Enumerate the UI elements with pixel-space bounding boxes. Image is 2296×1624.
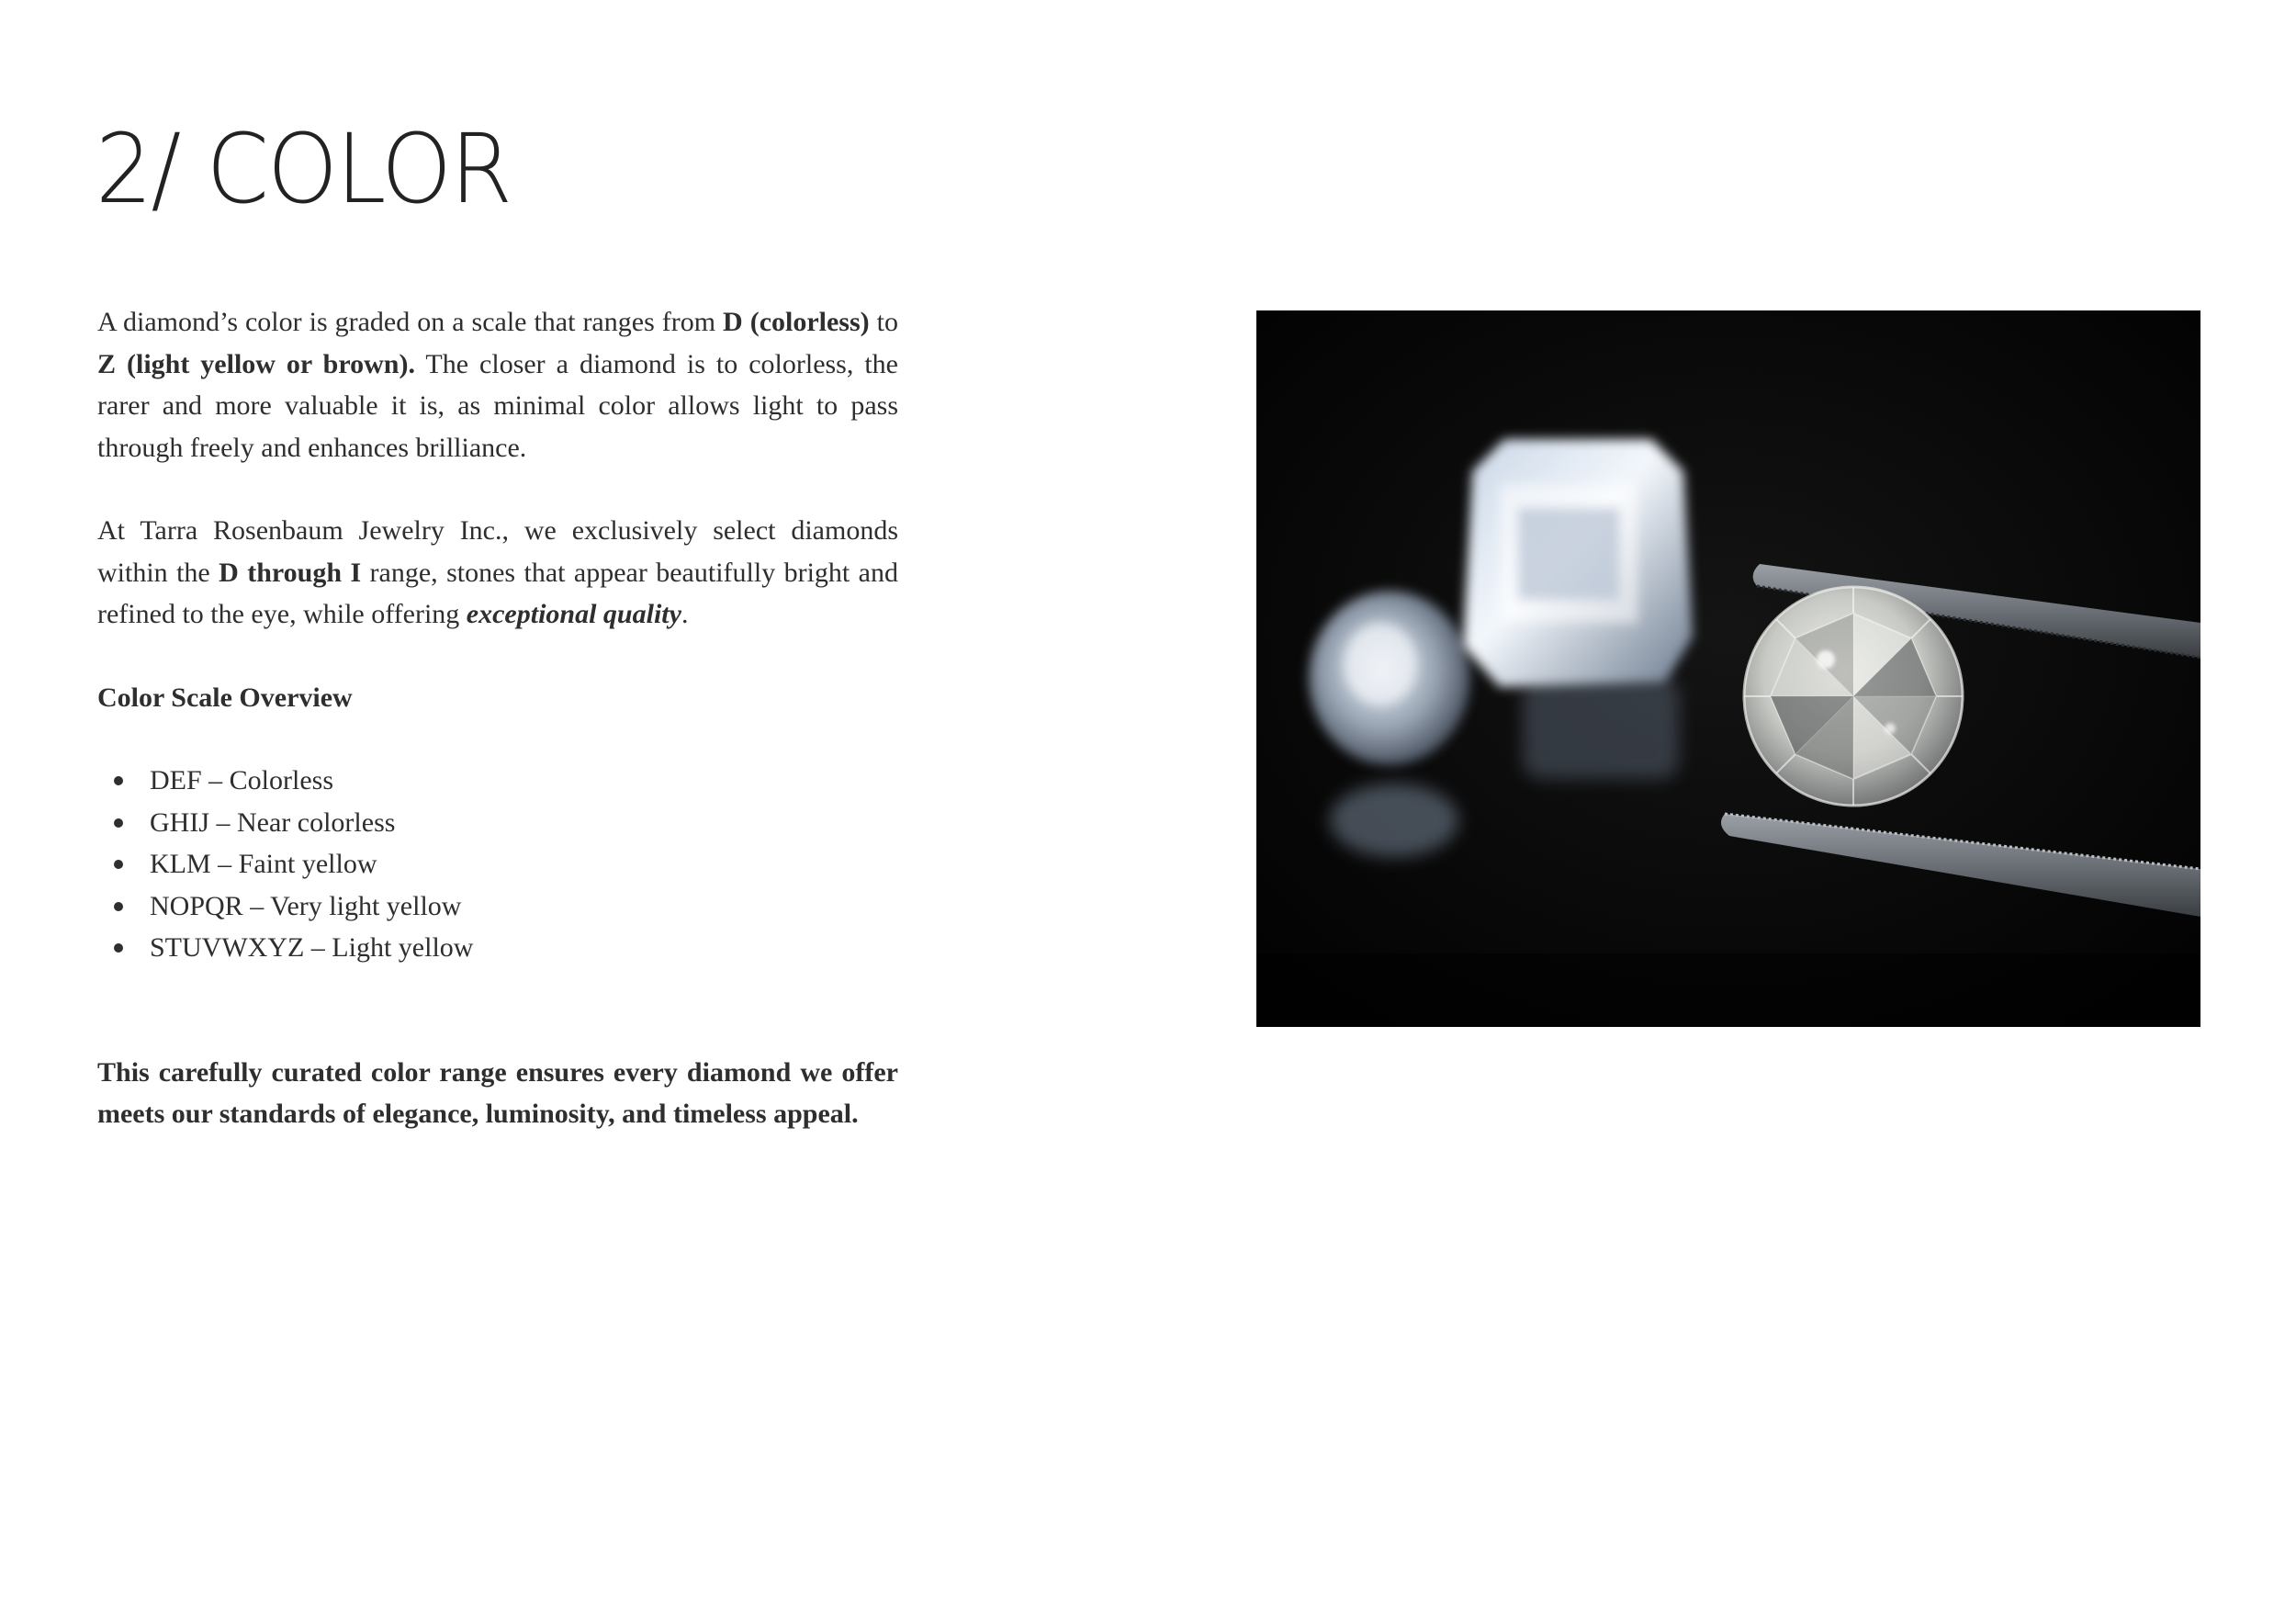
overview-heading: Color Scale Overview (97, 682, 353, 713)
selection-text-3: . (681, 599, 689, 629)
selection-text-1: At Tarra Rosenbaum Jewelry Inc., we exclusively select diamonds within the (97, 515, 898, 588)
color-scale-list (97, 760, 898, 969)
bullet-icon (114, 776, 123, 785)
intro-text-2: to (869, 307, 898, 337)
selection-emphasis: exceptional quality (466, 599, 681, 629)
bullet-icon (114, 902, 123, 911)
intro-bold-d: D (colorless) (723, 307, 870, 337)
intro-text-3: The closer a diamond is to colorless, the rarer and more valuable it is, as minimal color allows light to pass through freely and enhances brilliance. (97, 348, 898, 463)
list-item (97, 843, 898, 885)
text-column (97, 301, 898, 1135)
list-item (97, 802, 898, 844)
selection-bold-range: D through I (219, 557, 362, 588)
list-item-label: KLM – Faint yellow (150, 849, 377, 879)
list-item (97, 760, 898, 802)
list-item-label: GHIJ – Near colorless (150, 806, 396, 838)
diamond-photo (1256, 310, 2200, 1027)
bullet-icon (114, 860, 123, 869)
bullet-icon (114, 818, 123, 828)
diamond-illustration (1256, 310, 2200, 1027)
intro-text-1: A diamond’s color is graded on a scale that ranges from (97, 307, 724, 337)
list-item-label: STUVWXYZ – Light yellow (150, 932, 474, 963)
intro-paragraph (97, 301, 898, 468)
bullet-icon (114, 943, 123, 953)
list-item-label: NOPQR – Very light yellow (150, 890, 462, 921)
selection-text-2: range, stones that appear beautifully bright and refined to the eye, while offering (97, 557, 898, 629)
closing-statement: This carefully curated color range ensures every diamond we offer meets our standards of elegance, luminosity, and timeless appeal. (97, 1056, 898, 1129)
list-item-label: DEF – Colorless (150, 765, 334, 795)
intro-bold-z: Z (light yellow or brown). (97, 348, 415, 379)
list-item (97, 927, 898, 969)
list-item (97, 885, 898, 928)
page-title: 2/ COLOR (96, 113, 512, 225)
selection-paragraph (97, 510, 898, 636)
